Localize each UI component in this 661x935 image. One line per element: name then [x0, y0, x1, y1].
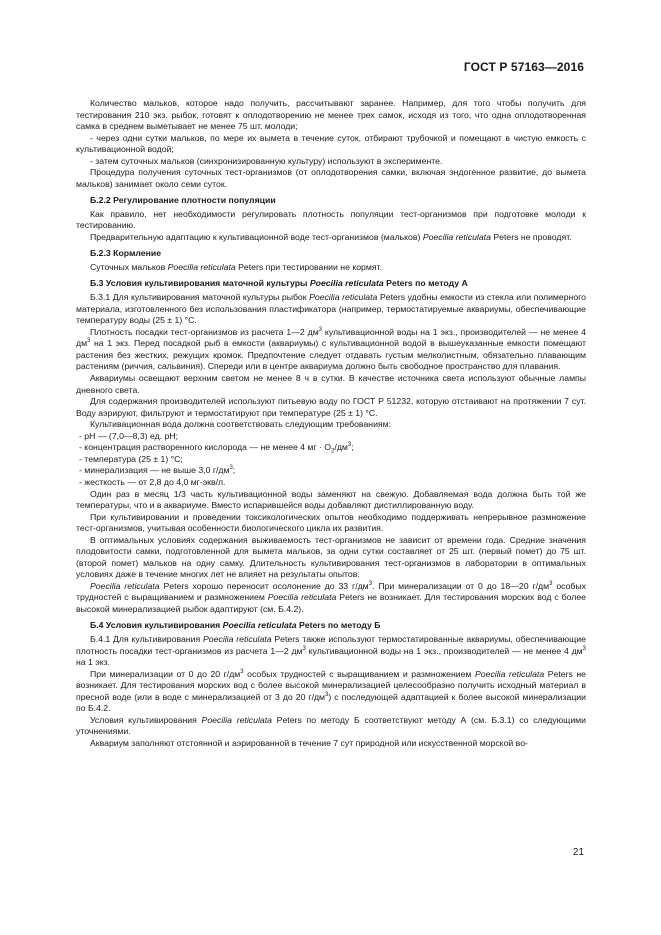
- species-name: Poecilia reticulata: [309, 278, 384, 289]
- section-heading: [76, 248, 586, 260]
- text-run: Б.2.2 Регулирование плотности популяции: [90, 194, 276, 205]
- paragraph: [76, 669, 586, 715]
- text-run: ;: [232, 465, 236, 476]
- paragraph: [76, 512, 586, 535]
- list-item: [76, 431, 586, 443]
- text-run: - pH — (7,0—8,3) ед. pH;: [79, 430, 179, 441]
- text-run: /дм: [334, 442, 348, 453]
- text-run: 3: [318, 326, 323, 333]
- species-name: Poecilia reticulata: [222, 620, 297, 631]
- page-number: 21: [572, 847, 584, 858]
- text-run: Peters не возникает. Для тестирования морских вод с более высокой минерализацией целесообразно получить исходный материал в пресной воде (или в воде с минерализацией от 3 до 20 г/дм: [76, 668, 586, 702]
- paragraph: [76, 419, 586, 431]
- text-run: - минерализация — не выше 3,0 г/дм: [79, 465, 230, 476]
- text-run: При минерализации от 0 до 20 г/дм: [90, 668, 241, 679]
- species-name: Poecilia reticulata: [422, 232, 491, 243]
- text-run: Peters удобны емкости из стекла или полимерного материала, изготовленного без использования пластификатора (например, термостатируемые аквариумы, обеспечивающие температуру воды (25 ± 1) °С.: [76, 292, 586, 326]
- text-run: Б.2.3 Кормление: [90, 248, 162, 259]
- text-run: Один раз в месяц 1/3 часть культивационной воды заменяют на свежую. Добавляемая вода должна быть той же температуры, что и в аквариуме. Вместо испарившейся воды добавляют дистиллированную воду.: [76, 488, 586, 511]
- paragraph: [76, 292, 586, 327]
- species-name: Poecilia reticulata: [267, 592, 337, 603]
- text-run: 3: [325, 691, 329, 698]
- paragraph: [76, 738, 586, 750]
- text-run: Peters по методу Б соответствуют методу А (см. Б.3.1) со следующими уточнениями.: [76, 714, 586, 737]
- text-run: Количество мальков, которое надо получить, рассчитывают заранее. Например, для того чтобы получить для тестирования 210 экз. рыбок, готовят к оплодотворению не менее трех самок, исходя из того, что одна оплодотворенная самка в среднем выметывает не менее 75 шт. молоди;: [76, 98, 586, 132]
- paragraph: [76, 133, 586, 156]
- text-run: Культивационная вода должна соответствовать следующим требованиям:: [90, 419, 392, 430]
- paragraph: [76, 98, 586, 133]
- text-run: Б.4.1 Для культивирования: [90, 634, 204, 645]
- list-item: [76, 465, 586, 477]
- species-name: Poecilia reticulata: [167, 262, 236, 273]
- text-run: - через одни сутки мальков, по мере их вымета в течение суток, отбирают трубочкой и помещают в чистую емкость с культивационной водой;: [76, 132, 586, 155]
- text-run: В оптимальных условиях содержания выживаемость тест-организмов не зависит от времени года. Средние значения плодовитости самки, подготовленной для вымета мальков, за одни сутки составляет от 25 шт. (первый помет) до 75 шт. (второй помет) мальков на одну самку. Длительность культивирования тест-организмов в лаборатории в оптимальных условиях даже в течение многих лет не влияет на результаты опытов.: [76, 534, 586, 580]
- text-run: 3: [240, 668, 244, 675]
- text-run: особых трудностей с выращиванием и размножением: [243, 668, 475, 679]
- text-run: 3: [582, 645, 586, 652]
- list-item: [76, 454, 586, 466]
- species-name: Poecilia reticulata: [309, 292, 378, 303]
- paragraph: [76, 535, 586, 581]
- paragraph: [76, 167, 586, 190]
- section-heading: [76, 278, 586, 290]
- text-run: 3: [302, 645, 306, 652]
- document-body: [76, 98, 586, 750]
- species-name: Poecilia reticulata: [201, 714, 272, 725]
- text-run: - концентрация растворенного кислорода — не менее 4 мг · О: [79, 442, 332, 453]
- text-run: 3: [368, 580, 372, 587]
- text-run: Условия культивирования: [90, 714, 202, 725]
- text-run: Предварительную адаптацию к культивационной воде тест-организмов (мальков): [90, 232, 423, 243]
- text-run: Суточных мальков: [90, 262, 168, 273]
- text-run: на 1 экз.: [76, 657, 111, 668]
- paragraph: [76, 156, 586, 168]
- species-name: Poecilia reticulata: [474, 668, 545, 679]
- text-run: культивационной воды на 1 экз., производителей — не менее 4 дм: [305, 645, 583, 656]
- text-run: 3: [347, 442, 352, 449]
- text-run: культивационной воды на 1 экз., производителей — не менее 4 дм: [76, 326, 586, 349]
- text-run: ) с последующей адаптацией к более высокой минерализации по Б.4.2.: [76, 691, 587, 714]
- text-run: Б.3.1 Для культивирования маточной культуры рыбок: [90, 292, 310, 303]
- text-run: ;: [351, 442, 354, 453]
- paragraph: [76, 634, 586, 669]
- text-run: - жесткость — от 2,8 до 4,0 мг-экв/л.: [79, 476, 226, 487]
- text-run: - температура (25 ± 1) °С;: [79, 453, 183, 464]
- text-run: Peters по методу А: [383, 278, 468, 289]
- list-item: [76, 477, 586, 489]
- text-run: Peters хорошо переносит осолонение до 33 г/дм: [159, 580, 369, 591]
- text-run: Для содержания производителей используют питьевую воду по ГОСТ Р 51232, которую отстаивают на протяжении 7 сут. Воду аэрируют, фильтруют и термостатируют при температуре (25 ± 1) °С.: [76, 396, 586, 418]
- paragraph: [76, 715, 586, 738]
- species-name: Poecilia reticulata: [90, 580, 160, 591]
- paragraph: [76, 232, 586, 244]
- text-run: Peters при тестировании не кормят.: [235, 262, 382, 273]
- text-run: Аквариум заполняют отстоянной и аэрированной в течение 7 сут природной или искусственной морской во-: [90, 737, 528, 748]
- paragraph: [76, 373, 586, 396]
- text-run: 2: [331, 449, 335, 456]
- text-run: Процедура получения суточных тест-организмов (от оплодотворения самки, включая эндогенное развитие, до вымета мальков) занимает около семи суток.: [76, 167, 586, 189]
- text-run: Б.3 Условия культивирования маточной культуры: [90, 278, 310, 289]
- list-item: [76, 442, 586, 454]
- text-run: Peters также используют термостатированные аквариумы, обеспечивающие плотность посадки тест-организмов из расчета 1—2 дм: [76, 634, 586, 656]
- text-run: особых трудностей с выращиванием и размножением: [76, 580, 586, 603]
- text-run: При культивировании и проведении токсикологических опытов необходимо поддерживать непрерывное размножение тест-организмов, учитывая особенности биологического цикла их развития.: [76, 511, 586, 534]
- text-run: Peters по методу Б: [296, 620, 381, 631]
- text-run: Плотность посадки тест-организмов из расчета 1—2 дм: [90, 326, 319, 337]
- text-run: Аквариумы освещают верхним светом не менее 8 ч в сутки. В качестве источника света используют обычные лампы дневного света.: [76, 373, 586, 395]
- text-run: Peters не проводят.: [490, 232, 572, 243]
- text-run: . При минерализации от 0 до 18—20 г/дм: [372, 580, 550, 591]
- text-run: - затем суточных мальков (синхронизированную культуру) используют в эксперименте.: [90, 155, 443, 166]
- paragraph: [76, 489, 586, 512]
- paragraph: [76, 262, 586, 274]
- text-run: Как правило, нет необходимости регулировать плотность популяции тест-организмов при подготовке молоди к тестированию.: [76, 208, 586, 231]
- paragraph: [76, 396, 586, 419]
- text-run: Peters не возникает. Для тестирования морских вод с более высокой минерализацией рыбок адаптируют (см. Б.4.2).: [76, 592, 586, 614]
- species-name: Poecilia reticulata: [203, 634, 272, 645]
- text-run: Б.4 Условия культивирования: [90, 620, 223, 631]
- text-run: на 1 экз. Перед посадкой рыб в емкости (аквариумы) с культивационной водой в вышеуказанные емкости помещают растения без жестких, режущих кромок. Предпочтение следует отдавать густым мелколистным, обязательно плавающим растениям (риччия, сальвиния). Спереди или в центре аквариума должно быть свободное пространство для плавания.: [76, 338, 586, 372]
- text-run: 3: [87, 338, 91, 345]
- text-run: 3: [549, 580, 553, 587]
- section-heading: [76, 195, 586, 207]
- text-run: 3: [229, 465, 233, 472]
- paragraph: [76, 327, 586, 373]
- paragraph: [76, 209, 586, 232]
- paragraph: [76, 581, 586, 616]
- section-heading: [76, 620, 586, 632]
- document-code: ГОСТ Р 57163—2016: [463, 60, 584, 74]
